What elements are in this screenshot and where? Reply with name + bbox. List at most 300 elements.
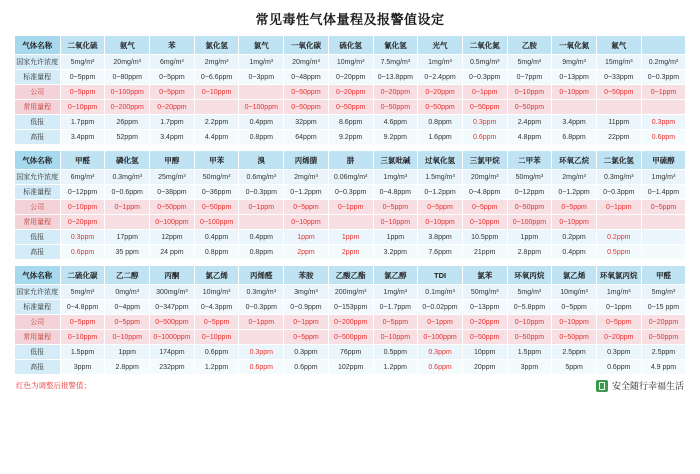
company-common-range-cell — [596, 215, 641, 230]
company-range-cell: 0~5ppm — [373, 315, 418, 330]
company-common-range-cell: 0~10ppm — [60, 100, 105, 115]
low-alarm-cell: 0.3ppm — [239, 345, 284, 360]
company-common-range-cell: 0~50ppm — [328, 100, 373, 115]
low-alarm-cell: 0.8ppm — [418, 115, 463, 130]
gas-name-header: 甲醛 — [60, 151, 105, 170]
company-range-cell: 0~10ppm — [507, 315, 552, 330]
table-row — [14, 130, 686, 145]
standard-range-cell: 0~0.9ppm — [284, 300, 329, 315]
row-label-standard-range: 标准量程 — [14, 185, 60, 200]
standard-range-cell: 0~1ppm — [596, 300, 641, 315]
low-alarm-cell: 17ppm — [105, 230, 150, 245]
row-label-company-common-range: 常用量程 — [14, 215, 60, 230]
row-label-header: 气体名称 — [14, 266, 60, 285]
allowed-concentration-cell: 50mg/m³ — [462, 285, 507, 300]
high-alarm-cell: 64ppm — [284, 130, 329, 145]
low-alarm-cell: 1ppm — [284, 230, 329, 245]
gas-name-header: 环氧乙烷 — [552, 151, 597, 170]
company-common-range-cell: 0~5ppm — [284, 330, 329, 345]
allowed-concentration-cell: 300mg/m³ — [150, 285, 195, 300]
company-common-range-cell: 0~10ppm — [552, 215, 597, 230]
gas-name-header: 甲苯 — [194, 151, 239, 170]
standard-range-cell: 0~1.4ppm — [641, 185, 686, 200]
standard-range-cell: 0~0.02ppm — [418, 300, 463, 315]
company-range-cell: 0~5ppm — [641, 200, 686, 215]
standard-range-cell: 0~1.7ppm — [373, 300, 418, 315]
gas-name-header: 氨气 — [105, 36, 150, 55]
high-alarm-cell: 7.6ppm — [418, 245, 463, 260]
high-alarm-cell: 22ppm — [596, 130, 641, 145]
standard-range-cell: 0~13ppm — [462, 300, 507, 315]
table-row — [14, 55, 686, 70]
table-row — [14, 285, 686, 300]
allowed-concentration-cell: 5mg/m³ — [60, 55, 105, 70]
high-alarm-cell: 24 ppm — [150, 245, 195, 260]
gas-name-header: 丙烯腈 — [284, 151, 329, 170]
gas-name-header: 溴 — [239, 151, 284, 170]
low-alarm-cell: 0.3ppm — [596, 345, 641, 360]
high-alarm-cell: 21ppm — [462, 245, 507, 260]
gas-name-header: 氯乙烯 — [194, 266, 239, 285]
high-alarm-cell: 0.6ppm — [60, 245, 105, 260]
company-range-cell: 0~50ppm — [150, 200, 195, 215]
low-alarm-cell: 12ppm — [150, 230, 195, 245]
allowed-concentration-cell: 50mg/m³ — [507, 170, 552, 185]
company-common-range-cell: 0~100ppm — [194, 215, 239, 230]
allowed-concentration-cell: 0.1mg/m³ — [418, 285, 463, 300]
company-common-range-cell: 0~50ppm — [284, 100, 329, 115]
company-common-range-cell — [641, 215, 686, 230]
gas-name-header: 氰化氢 — [373, 36, 418, 55]
company-common-range-cell: 0~10ppm — [373, 330, 418, 345]
company-range-cell: 0~1ppm — [596, 200, 641, 215]
high-alarm-cell: 3.4ppm — [150, 130, 195, 145]
standard-range-cell: 0~1.2ppm — [418, 185, 463, 200]
row-label-header: 气体名称 — [14, 151, 60, 170]
standard-range-cell: 0~5ppm — [60, 70, 105, 85]
table-row — [14, 330, 686, 345]
low-alarm-cell: 1ppm — [507, 230, 552, 245]
high-alarm-cell: 4.8ppm — [507, 130, 552, 145]
company-range-cell: 0~1ppm — [328, 200, 373, 215]
high-alarm-cell: 3ppm — [507, 360, 552, 375]
standard-range-cell: 0~153ppm — [328, 300, 373, 315]
high-alarm-cell: 9.2ppm — [373, 130, 418, 145]
allowed-concentration-cell: 15mg/m³ — [596, 55, 641, 70]
low-alarm-cell: 0.2ppm — [552, 230, 597, 245]
allowed-concentration-cell: 0.3mg/m³ — [596, 170, 641, 185]
company-range-cell: 0~1ppm — [641, 85, 686, 100]
low-alarm-cell: 0.3ppm — [284, 345, 329, 360]
company-common-range-cell: 0~10ppm — [194, 330, 239, 345]
gas-name-header: 氟气 — [596, 36, 641, 55]
standard-range-cell: 0~0.3ppm — [328, 185, 373, 200]
high-alarm-cell: 2.8ppm — [105, 360, 150, 375]
standard-range-cell: 0~13ppm — [552, 70, 597, 85]
company-common-range-cell: 0~50ppm — [552, 330, 597, 345]
gas-name-header: 氯化氢 — [194, 36, 239, 55]
low-alarm-cell: 3.4ppm — [552, 115, 597, 130]
company-common-range-cell: 0~50ppm — [373, 100, 418, 115]
standard-range-cell: 0~33ppm — [596, 70, 641, 85]
low-alarm-cell: 32ppm — [284, 115, 329, 130]
company-range-cell: 0~20ppm — [462, 315, 507, 330]
row-label-header: 气体名称 — [14, 36, 60, 55]
row-label-allowed-concentration: 国家允许浓度 — [14, 170, 60, 185]
low-alarm-cell: 4.6ppm — [373, 115, 418, 130]
allowed-concentration-cell: 10mg/m³ — [328, 55, 373, 70]
allowed-concentration-cell: 200mg/m³ — [328, 285, 373, 300]
gas-name-header: 光气 — [418, 36, 463, 55]
standard-range-cell: 0~0.3ppm — [596, 185, 641, 200]
low-alarm-cell: 0.5ppm — [373, 345, 418, 360]
company-range-cell: 0~200ppm — [328, 315, 373, 330]
allowed-concentration-cell: 2mg/m³ — [194, 55, 239, 70]
row-label-company: 公司 — [14, 200, 60, 215]
standard-range-cell: 0~6.6ppm — [194, 70, 239, 85]
company-common-range-cell: 0~50ppm — [462, 330, 507, 345]
standard-range-cell: 0~4.8ppm — [373, 185, 418, 200]
allowed-concentration-cell: 10mg/m³ — [194, 285, 239, 300]
company-range-cell: 0~20ppm — [328, 85, 373, 100]
table-row — [14, 115, 686, 130]
standard-range-cell: 0~7ppm — [507, 70, 552, 85]
low-alarm-cell: 2.4ppm — [507, 115, 552, 130]
standard-range-cell: 0~5ppm — [552, 300, 597, 315]
row-label-high-alarm: 高报 — [14, 245, 60, 260]
table-row — [14, 215, 686, 230]
low-alarm-cell: 1ppm — [373, 230, 418, 245]
company-range-cell: 0~1ppm — [239, 200, 284, 215]
table-row — [14, 170, 686, 185]
row-label-high-alarm: 高报 — [14, 360, 60, 375]
low-alarm-cell: 174ppm — [150, 345, 195, 360]
standard-range-cell: 0~13.8ppm — [373, 70, 418, 85]
standard-range-cell: 0~5.8ppm — [507, 300, 552, 315]
standard-range-cell: 0~1.2ppm — [284, 185, 329, 200]
high-alarm-cell: 2ppm — [284, 245, 329, 260]
company-range-cell: 0~5ppm — [596, 315, 641, 330]
low-alarm-cell: 1.5ppm — [507, 345, 552, 360]
company-range-cell: 0~10ppm — [194, 85, 239, 100]
row-label-low-alarm: 低报 — [14, 115, 60, 130]
high-alarm-cell: 232ppm — [150, 360, 195, 375]
allowed-concentration-cell: 1mg/m³ — [641, 170, 686, 185]
gas-name-header: 丙烯醛 — [239, 266, 284, 285]
allowed-concentration-cell: 20mg/m³ — [284, 55, 329, 70]
high-alarm-cell: 1.2ppm — [194, 360, 239, 375]
high-alarm-cell: 3.2ppm — [373, 245, 418, 260]
high-alarm-cell: 0.6ppm — [418, 360, 463, 375]
low-alarm-cell: 2.2ppm — [194, 115, 239, 130]
gas-alarm-table — [14, 35, 687, 375]
company-common-range-cell: 0~500ppm — [328, 330, 373, 345]
gas-name-header: 二氧化氮 — [462, 36, 507, 55]
high-alarm-cell: 35 ppm — [105, 245, 150, 260]
low-alarm-cell: 0.4ppm — [239, 115, 284, 130]
allowed-concentration-cell: 6mg/m³ — [150, 55, 195, 70]
low-alarm-cell: 0.3ppm — [60, 230, 105, 245]
company-common-range-cell — [552, 100, 597, 115]
gas-name-header: 一氧化碳 — [284, 36, 329, 55]
high-alarm-cell: 0.6ppm — [462, 130, 507, 145]
gas-name-header: 乙胺 — [507, 36, 552, 55]
low-alarm-cell: 2.5ppm — [641, 345, 686, 360]
allowed-concentration-cell: 5mg/m³ — [507, 55, 552, 70]
high-alarm-cell: 5ppm — [552, 360, 597, 375]
high-alarm-cell: 0.6ppm — [239, 360, 284, 375]
allowed-concentration-cell: 0.6mg/m³ — [239, 170, 284, 185]
allowed-concentration-cell: 3mg/m³ — [284, 285, 329, 300]
low-alarm-cell — [641, 230, 686, 245]
high-alarm-cell: 0.6ppm — [284, 360, 329, 375]
company-common-range-cell: 0~50ppm — [462, 100, 507, 115]
table-row — [14, 70, 686, 85]
company-common-range-cell: 0~10ppm — [60, 330, 105, 345]
low-alarm-cell: 10ppm — [462, 345, 507, 360]
company-range-cell: 0~50ppm — [596, 85, 641, 100]
company-common-range-cell: 0~100ppm — [418, 330, 463, 345]
company-common-range-cell: 0~10ppm — [105, 330, 150, 345]
gas-name-header: 氯乙烯 — [552, 266, 597, 285]
low-alarm-cell: 8.6ppm — [328, 115, 373, 130]
company-common-range-cell — [328, 215, 373, 230]
high-alarm-cell: 4.4ppm — [194, 130, 239, 145]
high-alarm-cell: 2.8ppm — [507, 245, 552, 260]
company-range-cell: 0~100ppm — [105, 85, 150, 100]
allowed-concentration-cell: 5mg/m³ — [641, 285, 686, 300]
company-range-cell: 0~1ppm — [105, 200, 150, 215]
row-label-low-alarm: 低报 — [14, 345, 60, 360]
gas-name-header: 甲醇 — [150, 151, 195, 170]
company-common-range-cell — [239, 330, 284, 345]
allowed-concentration-cell: 2mg/m³ — [284, 170, 329, 185]
company-range-cell: 0~5ppm — [552, 200, 597, 215]
high-alarm-cell: 20ppm — [462, 360, 507, 375]
company-range-cell: 0~50ppm — [507, 200, 552, 215]
high-alarm-cell: 0.8ppm — [194, 245, 239, 260]
row-label-company: 公司 — [14, 315, 60, 330]
company-range-cell: 0~20ppm — [373, 85, 418, 100]
table-row — [14, 245, 686, 260]
low-alarm-cell: 3.8ppm — [418, 230, 463, 245]
high-alarm-cell: 6.8ppm — [552, 130, 597, 145]
standard-range-cell: 0~48ppm — [284, 70, 329, 85]
gas-name-header: 磷化氢 — [105, 151, 150, 170]
company-common-range-cell: 0~20ppm — [596, 330, 641, 345]
brand-label: 安全随行幸福生活 — [611, 381, 684, 391]
gas-name-header: 氯乙醇 — [373, 266, 418, 285]
allowed-concentration-cell: 5mg/m³ — [507, 285, 552, 300]
company-common-range-cell: 0~50ppm — [641, 330, 686, 345]
allowed-concentration-cell: 50mg/m³ — [194, 170, 239, 185]
company-common-range-cell: 0~200ppm — [105, 100, 150, 115]
gas-name-header: 三氯吡碱 — [373, 151, 418, 170]
high-alarm-cell: 0.6ppm — [596, 360, 641, 375]
allowed-concentration-cell: 1mg/m³ — [596, 285, 641, 300]
row-label-company: 公司 — [14, 85, 60, 100]
company-range-cell: 0~10ppm — [507, 85, 552, 100]
high-alarm-cell — [641, 245, 686, 260]
standard-range-cell: 0~3ppm — [239, 70, 284, 85]
brand — [596, 379, 684, 392]
high-alarm-cell: 0.8ppm — [239, 130, 284, 145]
company-range-cell: 0~5ppm — [150, 85, 195, 100]
standard-range-cell: 0~4.8ppm — [60, 300, 105, 315]
high-alarm-cell: 1.2ppm — [373, 360, 418, 375]
high-alarm-cell: 52ppm — [105, 130, 150, 145]
company-range-cell: 0~5ppm — [284, 200, 329, 215]
gas-name-header: 丙酮 — [150, 266, 195, 285]
high-alarm-cell: 4.9 ppm — [641, 360, 686, 375]
high-alarm-cell: 0.5ppm — [596, 245, 641, 260]
table-row — [14, 300, 686, 315]
low-alarm-cell: 0.2ppm — [596, 230, 641, 245]
row-label-company-common-range: 常用量程 — [14, 330, 60, 345]
gas-name-header: TDI — [418, 266, 463, 285]
gas-name-header: 氯气 — [239, 36, 284, 55]
company-range-cell: 0~1ppm — [284, 315, 329, 330]
table-row — [14, 100, 686, 115]
company-range-cell: 0~5ppm — [462, 200, 507, 215]
allowed-concentration-cell: 25mg/m³ — [150, 170, 195, 185]
company-common-range-cell: 0~10ppm — [462, 215, 507, 230]
company-common-range-cell — [105, 215, 150, 230]
company-common-range-cell: 0~10ppm — [284, 215, 329, 230]
allowed-concentration-cell: 20mg/m³ — [105, 55, 150, 70]
company-range-cell: 0~5ppm — [418, 200, 463, 215]
low-alarm-cell: 10.5ppm — [462, 230, 507, 245]
company-range-cell: 0~1ppm — [418, 315, 463, 330]
company-common-range-cell: 0~1000ppm — [150, 330, 195, 345]
company-range-cell: 0~5ppm — [60, 85, 105, 100]
standard-range-cell: 0~0.6ppm — [105, 185, 150, 200]
allowed-concentration-cell: 9mg/m³ — [552, 55, 597, 70]
high-alarm-cell: 9.2ppm — [328, 130, 373, 145]
high-alarm-cell: 0.8ppm — [239, 245, 284, 260]
row-label-standard-range: 标准量程 — [14, 70, 60, 85]
low-alarm-cell: 1ppm — [105, 345, 150, 360]
table-header-row — [14, 266, 686, 285]
footer — [0, 375, 700, 392]
standard-range-cell: 0~4ppm — [105, 300, 150, 315]
standard-range-cell: 0~5ppm — [150, 70, 195, 85]
standard-range-cell: 0~12ppm — [507, 185, 552, 200]
company-common-range-cell: 0~20ppm — [150, 100, 195, 115]
gas-name-header: 氯苯 — [462, 266, 507, 285]
low-alarm-cell: 0.3ppm — [418, 345, 463, 360]
table-row — [14, 230, 686, 245]
low-alarm-cell: 2.5ppm — [552, 345, 597, 360]
allowed-concentration-cell: 7.5mg/m³ — [373, 55, 418, 70]
row-label-allowed-concentration: 国家允许浓度 — [14, 55, 60, 70]
standard-range-cell: 0~20ppm — [328, 70, 373, 85]
table-row — [14, 200, 686, 215]
gas-name-header: 乙酸乙酯 — [328, 266, 373, 285]
company-common-range-cell — [239, 215, 284, 230]
table-row — [14, 85, 686, 100]
footer-note: 红色为调整后报警值； — [16, 381, 91, 390]
gas-name-header: 二硫化碳 — [60, 266, 105, 285]
allowed-concentration-cell: 0mg/m³ — [105, 285, 150, 300]
company-range-cell: 0~5ppm — [105, 315, 150, 330]
standard-range-cell: 0~0.3ppm — [239, 185, 284, 200]
gas-name-header: 肼 — [328, 151, 373, 170]
allowed-concentration-cell: 5mg/m³ — [60, 285, 105, 300]
low-alarm-cell: 0.6ppm — [194, 345, 239, 360]
table-row — [14, 360, 686, 375]
standard-range-cell: 0~12ppm — [60, 185, 105, 200]
row-label-high-alarm: 高报 — [14, 130, 60, 145]
company-common-range-cell: 0~10ppm — [373, 215, 418, 230]
gas-name-header: 二氯化氢 — [596, 151, 641, 170]
low-alarm-cell: 1.7ppm — [150, 115, 195, 130]
gas-name-header: 二甲苯 — [507, 151, 552, 170]
allowed-concentration-cell: 10mg/m³ — [552, 285, 597, 300]
company-common-range-cell — [596, 100, 641, 115]
gas-name-header: 二氧化硫 — [60, 36, 105, 55]
low-alarm-cell: 1.7ppm — [60, 115, 105, 130]
allowed-concentration-cell: 0.2mg/m³ — [641, 55, 686, 70]
standard-range-cell: 0~36ppm — [194, 185, 239, 200]
standard-range-cell: 0~0.3ppm — [641, 70, 686, 85]
allowed-concentration-cell: 1mg/m³ — [239, 55, 284, 70]
table-row — [14, 315, 686, 330]
high-alarm-cell: 102ppm — [328, 360, 373, 375]
high-alarm-cell: 0.6ppm — [641, 130, 686, 145]
gas-name-header: 苯胺 — [284, 266, 329, 285]
allowed-concentration-cell: 1mg/m³ — [418, 55, 463, 70]
table-row — [14, 185, 686, 200]
low-alarm-cell: 76ppm — [328, 345, 373, 360]
row-label-company-common-range: 常用量程 — [14, 100, 60, 115]
page-title: 常见毒性气体量程及报警值设定 — [255, 12, 445, 27]
standard-range-cell: 0~0.3ppm — [462, 70, 507, 85]
company-range-cell: 0~50ppm — [284, 85, 329, 100]
company-range-cell: 0~50ppm — [194, 200, 239, 215]
standard-range-cell: 0~2.4ppm — [418, 70, 463, 85]
table-header-row — [14, 36, 686, 55]
low-alarm-cell: 11ppm — [596, 115, 641, 130]
gas-name-header: 过氧化氢 — [418, 151, 463, 170]
gas-name-header: 乙二醇 — [105, 266, 150, 285]
wechat-brand-icon — [596, 380, 608, 392]
allowed-concentration-cell: 0.3mg/m³ — [105, 170, 150, 185]
company-common-range-cell: 0~50ppm — [507, 330, 552, 345]
allowed-concentration-cell: 1mg/m³ — [373, 170, 418, 185]
allowed-concentration-cell: 0.06mg/m³ — [328, 170, 373, 185]
low-alarm-cell: 0.4ppm — [239, 230, 284, 245]
gas-name-header: 一氧化氮 — [552, 36, 597, 55]
row-label-standard-range: 标准量程 — [14, 300, 60, 315]
allowed-concentration-cell: 20mg/m³ — [462, 170, 507, 185]
company-range-cell: 0~10ppm — [552, 315, 597, 330]
standard-range-cell: 0~4.8ppm — [462, 185, 507, 200]
low-alarm-cell: 1ppm — [328, 230, 373, 245]
high-alarm-cell: 3ppm — [60, 360, 105, 375]
standard-range-cell: 0~1.2ppm — [552, 185, 597, 200]
standard-range-cell: 0~0.3ppm — [239, 300, 284, 315]
allowed-concentration-cell: 0.5mg/m³ — [462, 55, 507, 70]
company-range-cell: 0~500ppm — [150, 315, 195, 330]
company-common-range-cell: 0~100ppm — [507, 215, 552, 230]
row-label-low-alarm: 低报 — [14, 230, 60, 245]
low-alarm-cell: 26ppm — [105, 115, 150, 130]
low-alarm-cell: 0.3ppm — [641, 115, 686, 130]
standard-range-cell: 0~4.3ppm — [194, 300, 239, 315]
gas-name-header — [641, 36, 686, 55]
allowed-concentration-cell: 1mg/m³ — [373, 285, 418, 300]
